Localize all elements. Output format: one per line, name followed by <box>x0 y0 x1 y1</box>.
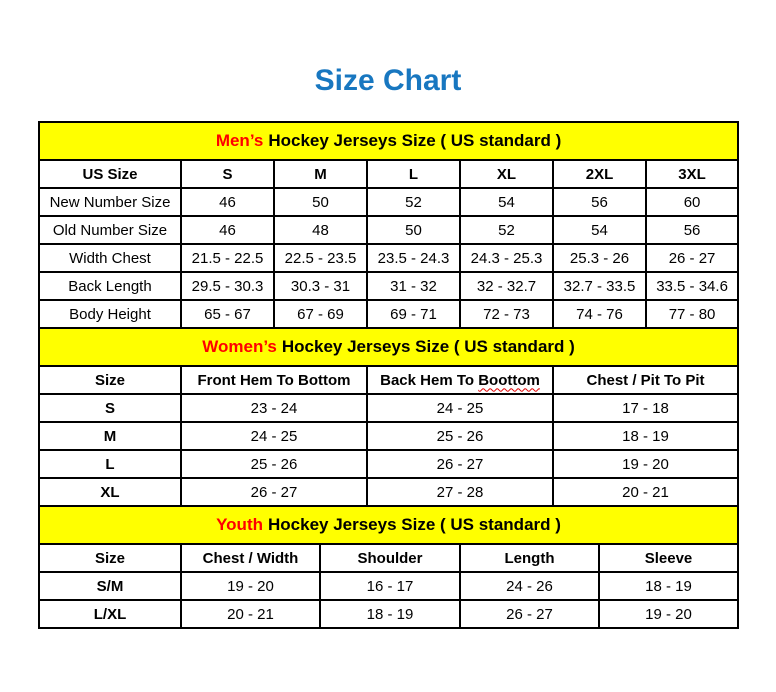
size-cell: 18 - 19 <box>553 422 738 450</box>
size-cell: 26 - 27 <box>181 478 367 506</box>
size-cell: 23.5 - 24.3 <box>367 244 460 272</box>
table-row <box>39 394 738 422</box>
column-header: L <box>367 160 460 188</box>
column-header: US Size <box>39 160 181 188</box>
row-label: Width Chest <box>39 244 181 272</box>
youth-section-header-row <box>39 506 738 544</box>
size-cell: 26 - 27 <box>460 600 599 628</box>
column-header: Front Hem To Bottom <box>181 366 367 394</box>
row-label: Back Length <box>39 272 181 300</box>
mens-section-title-accent: Men’s <box>215 131 264 150</box>
table-row <box>39 272 738 300</box>
table-row <box>39 216 738 244</box>
size-chart-tables <box>38 121 737 629</box>
womens-section-title <box>39 328 738 366</box>
size-cell: 20 - 21 <box>553 478 738 506</box>
size-cell: 26 - 27 <box>646 244 738 272</box>
size-cell: 46 <box>181 188 274 216</box>
womens-section-title-accent: Women’s <box>202 337 277 356</box>
table-row <box>39 422 738 450</box>
row-label: Body Height <box>39 300 181 328</box>
size-cell: 52 <box>460 216 553 244</box>
table-row <box>39 300 738 328</box>
row-label: L/XL <box>39 600 181 628</box>
size-cell: 48 <box>274 216 367 244</box>
column-header: Size <box>39 544 181 572</box>
size-cell: 21.5 - 22.5 <box>181 244 274 272</box>
size-cell: 16 - 17 <box>320 572 460 600</box>
size-cell: 19 - 20 <box>553 450 738 478</box>
mens-section-title <box>39 122 738 160</box>
size-cell: 19 - 20 <box>181 572 320 600</box>
size-cell: 52 <box>367 188 460 216</box>
column-header: XL <box>460 160 553 188</box>
size-cell: 20 - 21 <box>181 600 320 628</box>
size-cell: 54 <box>460 188 553 216</box>
size-cell: 25 - 26 <box>181 450 367 478</box>
page-title: Size Chart <box>314 64 462 97</box>
column-header: Sleeve <box>599 544 738 572</box>
size-cell: 65 - 67 <box>181 300 274 328</box>
size-cell: 33.5 - 34.6 <box>646 272 738 300</box>
size-cell: 67 - 69 <box>274 300 367 328</box>
size-cell: 18 - 19 <box>599 572 738 600</box>
size-cell: 46 <box>181 216 274 244</box>
size-cell: 74 - 76 <box>553 300 646 328</box>
size-cell: 23 - 24 <box>181 394 367 422</box>
column-header: 3XL <box>646 160 738 188</box>
youth-section-title-text: Hockey Jerseys Size ( US standard ) <box>268 515 561 534</box>
size-cell: 50 <box>274 188 367 216</box>
row-label: New Number Size <box>39 188 181 216</box>
row-label: XL <box>39 478 181 506</box>
column-header: 2XL <box>553 160 646 188</box>
size-cell: 27 - 28 <box>367 478 553 506</box>
size-cell: 26 - 27 <box>367 450 553 478</box>
row-label: S <box>39 394 181 422</box>
size-cell: 54 <box>553 216 646 244</box>
size-cell: 50 <box>367 216 460 244</box>
size-cell: 29.5 - 30.3 <box>181 272 274 300</box>
size-cell: 30.3 - 31 <box>274 272 367 300</box>
size-cell: 24 - 26 <box>460 572 599 600</box>
size-cell: 18 - 19 <box>320 600 460 628</box>
column-header <box>367 366 553 394</box>
size-cell: 60 <box>646 188 738 216</box>
youth-column-header-row <box>39 544 738 572</box>
misspelled-word-spellcheck-underline: Boottom <box>478 371 540 389</box>
size-cell: 31 - 32 <box>367 272 460 300</box>
youth-section-title <box>39 506 738 544</box>
size-cell: 24 - 25 <box>367 394 553 422</box>
size-cell: 25 - 26 <box>367 422 553 450</box>
size-cell: 25.3 - 26 <box>553 244 646 272</box>
row-label: Old Number Size <box>39 216 181 244</box>
mens-size-table <box>38 121 739 329</box>
size-cell: 56 <box>553 188 646 216</box>
row-label: M <box>39 422 181 450</box>
size-cell: 32.7 - 33.5 <box>553 272 646 300</box>
row-label: L <box>39 450 181 478</box>
size-cell: 56 <box>646 216 738 244</box>
column-header-text: Back Hem To <box>380 371 479 389</box>
size-cell: 19 - 20 <box>599 600 738 628</box>
column-header: M <box>274 160 367 188</box>
youth-size-table <box>38 505 739 629</box>
size-cell: 77 - 80 <box>646 300 738 328</box>
size-cell: 72 - 73 <box>460 300 553 328</box>
size-cell: 69 - 71 <box>367 300 460 328</box>
size-cell: 24 - 25 <box>181 422 367 450</box>
column-header: Shoulder <box>320 544 460 572</box>
size-cell: 24.3 - 25.3 <box>460 244 553 272</box>
row-label: S/M <box>39 572 181 600</box>
size-cell: 32 - 32.7 <box>460 272 553 300</box>
table-row <box>39 188 738 216</box>
womens-column-header-row <box>39 366 738 394</box>
table-row <box>39 244 738 272</box>
table-row <box>39 478 738 506</box>
table-row <box>39 450 738 478</box>
size-cell: 17 - 18 <box>553 394 738 422</box>
column-header: S <box>181 160 274 188</box>
size-cell: 22.5 - 23.5 <box>274 244 367 272</box>
column-header: Length <box>460 544 599 572</box>
column-header: Size <box>39 366 181 394</box>
womens-section-title-text: Hockey Jerseys Size ( US standard ) <box>281 337 575 356</box>
table-row <box>39 600 738 628</box>
mens-section-header-row <box>39 122 738 160</box>
mens-column-header-row <box>39 160 738 188</box>
column-header: Chest / Width <box>181 544 320 572</box>
womens-size-table <box>38 327 739 507</box>
mens-section-title-text: Hockey Jerseys Size ( US standard ) <box>268 131 562 150</box>
womens-section-header-row <box>39 328 738 366</box>
youth-section-title-accent: Youth <box>216 515 263 534</box>
table-row <box>39 572 738 600</box>
column-header: Chest / Pit To Pit <box>553 366 738 394</box>
